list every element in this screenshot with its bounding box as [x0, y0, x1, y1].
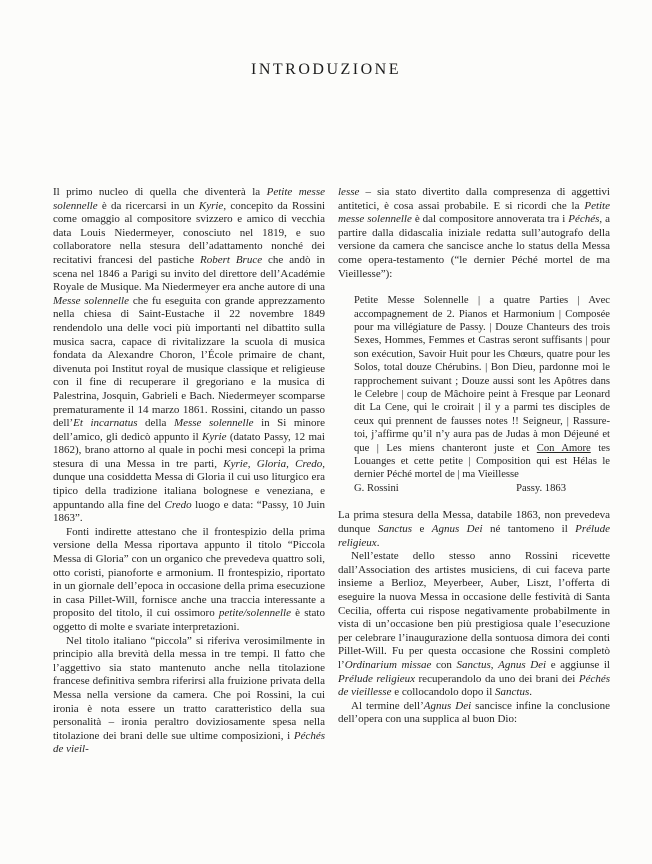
page-title: INTRODUZIONE: [251, 61, 401, 78]
quote-signature-row: [354, 482, 610, 496]
signature-name: G. Rossini: [354, 482, 399, 494]
paragraph: Nell’estate dello stesso anno Rossini ricevette dall’Association des artistes musiciens, di cui faceva parte insieme a Berlioz, Meyerbeer, Auber, Liszt, l’offerta di eseguire la nuova Messa in occasione delle festività di Santa Cecilia, offerta cui rispose negativamente probabilmente in vista di un’occasione ben più prestigiosa quale l’esecuzione per celebrare l’inaugurazione della sontuosa dimora dei conti Pillet-Will. Fu per questa occasione che Rossini completò l’Ordinarium missae con Sanctus, Agnus Dei e aggiunse il Prélude religieux recuperandolo da uno dei brani dei Péchés de vieillesse e collocandolo dopo il Sanctus.: [338, 550, 610, 699]
paragraph: lesse – sia stato divertito dalla compresenza di aggettivi antitetici, è cosa assai probabile. E si ricordi che la Petite messe solennelle è dal compositore annoverata tra i Péchés, a partire dalla didascalia iniziale redatta sull’autografo della versione da camera che sancisce anche lo status della Messa come opera-testamento (“le dernier Péché mortel de ma Vieillesse”):: [338, 186, 610, 280]
paragraph: Al termine dell’Agnus Dei sancisce infine la conclusione dell’opera con una supplica al buon Dio:: [338, 699, 610, 726]
signature-place-date: Passy. 1863: [516, 482, 566, 494]
paragraph: Il primo nucleo di quella che diventerà la Petite messe solennelle è da ricercarsi in un Kyrie, concepito da Rossini come omaggio al compositore svizzero e amico di vecchia data Louis Niedermeyer, conosciuto nel 1819, e suo collaboratore nella stesura dell’adattamento nonché dei recitativi francesi del pastiche Robert Bruce che andò in scena nel 1846 a Parigi su invito del direttore dell’Académie Royale de Musique. Ma Niedermeyer era anche autore di una Messe solennelle che fu eseguita con grande apprezzamento nella chiesa di Saint-Eustache il 22 novembre 1849 rendendolo una delle voci più importanti nel dibattito sulla musica sacra, capace di rivitalizzare la scuola di musica fondata da Alexandre Choron, l’École primaire de chant, divenuta poi Institut royal de musique classique et religieuse con il fine di recuperare il gregoriano e la musica di Palestrina, Josquin, Gabrieli e Bach. Niedermeyer scomparse prematuramente il 14 marzo 1861. Rossini, citando un passo dell’Et incarnatus della Messe solennelle in Si minore dell’amico, gli dedicò appunto il Kyrie (datato Passy, 12 mai 1862), brano attorno al quale in pochi mesi concepì la prima stesura di una Messa in tre parti, Kyrie, Gloria, Credo, dunque una cosiddetta Messa di Gloria il cui uso liturgico era tipico della tradizione italiana bolognese e veneziana, e appuntando alla fine del Credo luogo e data: “Passy, 10 Juin 1863”.: [53, 186, 326, 525]
paragraph: Fonti indirette attestano che il frontespizio della prima versione della Messa riportava appunto il titolo “Piccola Messa di Gloria” con un organico che prevedeva quattro soli, otto coristi, pianoforte e armonium. Il frontespizio, riportato in un giornale dell’epoca in occasione della prima esecuzione in casa Pillet-Will, fornisce anche una traccia interessante a proposito del titolo, il cui ossimoro petite/solennelle è stato oggetto di molte e svariate interpretazioni.: [53, 525, 325, 633]
right-column: [338, 186, 610, 757]
text-columns: [53, 186, 610, 757]
left-column: [53, 186, 325, 757]
paragraph: Nel titolo italiano “piccola” si riferiva verosimilmente in principio alla brevità della messa in tre tempi. Il fatto che l’aggettivo sia stato mantenuto anche nella titolazione francese definitiva sembra riferirsi alla fruizione privata della Messa nella versione da camera. Che poi Rossini, la cui ironia è nota essere un tratto caratteristico della sua personalità – ironia peraltro doviziosamente spesa nella titolazione dei brani delle sue ultime composizioni, i Péchés de vieil-: [53, 634, 325, 756]
block-quote: Petite Messe Solennelle | a quatre Parties | Avec accompagnement de 2. Pianos et Harmonium | Composée pour ma villégiature de Passy. | Douze Chanteurs des trois Sexes, Hommes, Femmes et Castras seront suffisants | pour son exécution, Savoir Huit pour les Chœurs, quatre pour les Solos, total douze Chérubins. | Bon Dieu, pardonne moi le rapprochement suivant ; Douze aussi sont les Apôtres dans le Celebre | coup de Mâchoire peint à Fresque par Leonard dit La Cene, qui le croirait | il y a parmi tes disciples de ceux qui prennent de fausses notes !! Seigneur, | Rassure-toi, j’affirme qu’il n’y aura pas de Judas à mon Déjeuné et que | Les miens chanteront juste et Con Amore tes Louanges et cette petite | Composition qui est Hélas le dernier Péché mortel de | ma Vieillesse: [354, 295, 611, 481]
paragraph: La prima stesura della Messa, databile 1863, non prevedeva dunque Sanctus e Agnus Dei né tantomeno il Prélude religieux.: [338, 509, 610, 549]
